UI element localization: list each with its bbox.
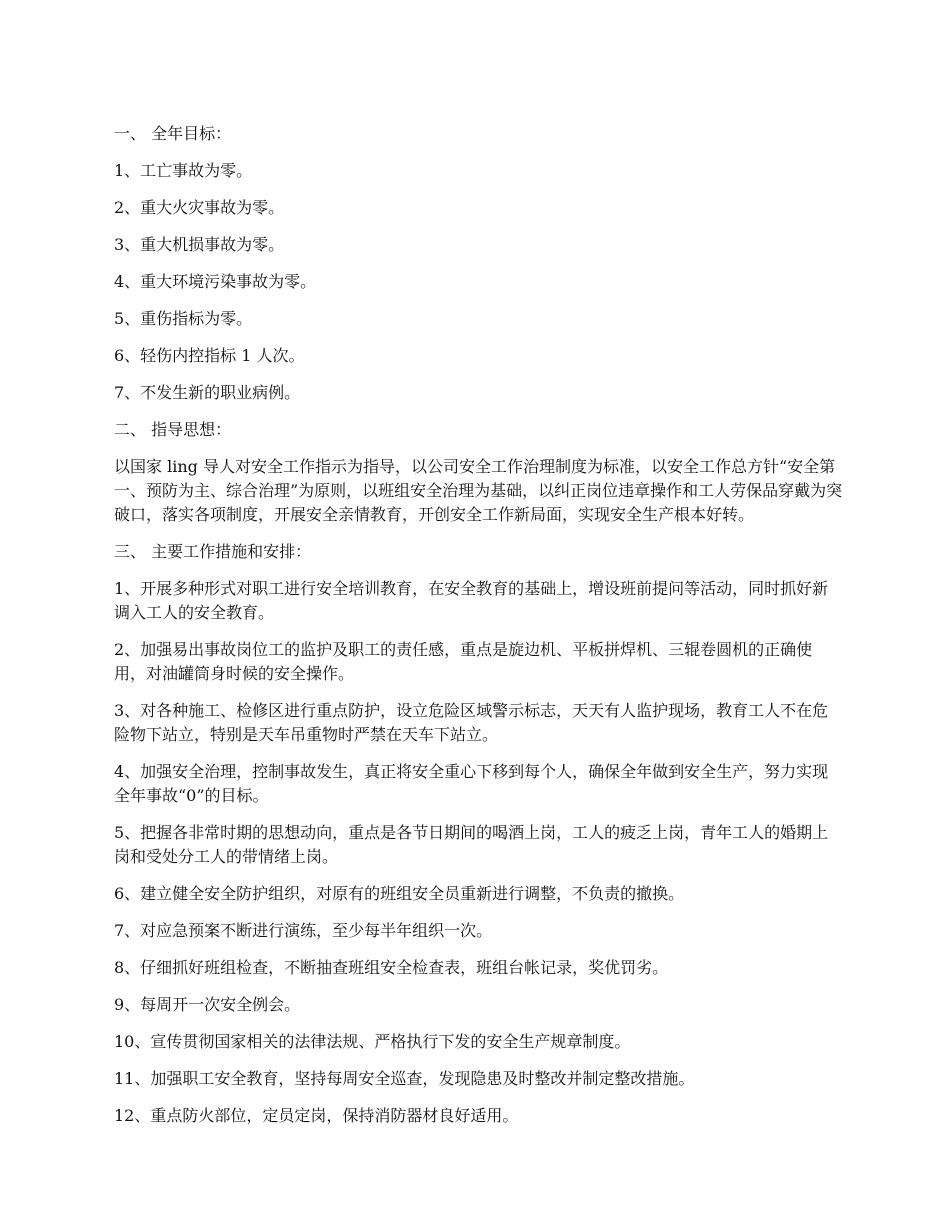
document-body: [114, 122, 844, 1141]
goal-item: 1、工亡事故为零。: [114, 161, 253, 180]
measure-item: 11、加强职工安全教育，坚持每周安全巡查，发现隐患及时整改并制定整改措施。: [114, 1069, 695, 1088]
measure-item: 7、对应急预案不断进行演练，至少每半年组织一次。: [114, 921, 493, 940]
section-heading-goals: 一、 全年目标：: [114, 124, 232, 143]
measure-item: 4、加强安全治理，控制事故发生，真正将安全重心下移到每个人，确保全年做到安全生产，努力实现全年事故“0”的目标。: [114, 762, 829, 805]
measure-item: 6、建立健全安全防护组织，对原有的班组安全员重新进行调整，不负责的撤换。: [114, 884, 685, 903]
goal-item: 7、不发生新的职业病例。: [114, 383, 301, 402]
measure-item: 1、开展多种形式对职工进行安全培训教育，在安全教育的基础上，增设班前提问等活动，同时抓好新调入工人的安全教育。: [114, 579, 829, 622]
guiding-idea-paragraph: 以国家 ling 导人对安全工作指示为指导，以公司安全工作治理制度为标准，以安全工作总方针“安全第一、预防为主、综合治理”为原则，以班组安全治理为基础，以纠正岗位违章操作和工人劳保品穿戴为突破口，落实各项制度，开展安全亲情教育，开创安全工作新局面，实现安全生产根本好转。: [114, 457, 843, 524]
measure-item: 2、加强易出事故岗位工的监护及职工的责任感，重点是旋边机、平板拼焊机、三辊卷圆机的正确使用，对油罐筒身时候的安全操作。: [114, 640, 813, 683]
goal-item: 5、重伤指标为零。: [114, 309, 253, 328]
goal-item: 4、重大环境污染事故为零。: [114, 272, 317, 291]
goal-item: 3、重大机损事故为零。: [114, 235, 285, 254]
measure-item: 10、宣传贯彻国家相关的法律法规、严格执行下发的安全生产规章制度。: [114, 1032, 631, 1051]
measure-item: 9、每周开一次安全例会。: [114, 995, 301, 1014]
section-heading-guiding-idea: 二、 指导思想：: [114, 420, 232, 439]
measure-item: 12、重点防火部位，定员定岗，保持消防器材良好适用。: [114, 1106, 519, 1125]
goal-item: 6、轻伤内控指标 1 人次。: [114, 346, 305, 365]
measure-item: 5、把握各非常时期的思想动向，重点是各节日期间的喝酒上岗，工人的疲乏上岗，青年工人的婚期上岗和受处分工人的带情绪上岗。: [114, 823, 829, 866]
measure-item: 3、对各种施工、检修区进行重点防护，设立危险区域警示标志，天天有人监护现场，教育工人不在危险物下站立，特别是天车吊重物时严禁在天车下站立。: [114, 701, 829, 744]
section-heading-measures: 三、 主要工作措施和安排：: [114, 542, 312, 561]
goal-item: 2、重大火灾事故为零。: [114, 198, 285, 217]
measure-item: 8、仔细抓好班组检查，不断抽查班组安全检查表，班组台帐记录，奖优罚劣。: [114, 958, 669, 977]
